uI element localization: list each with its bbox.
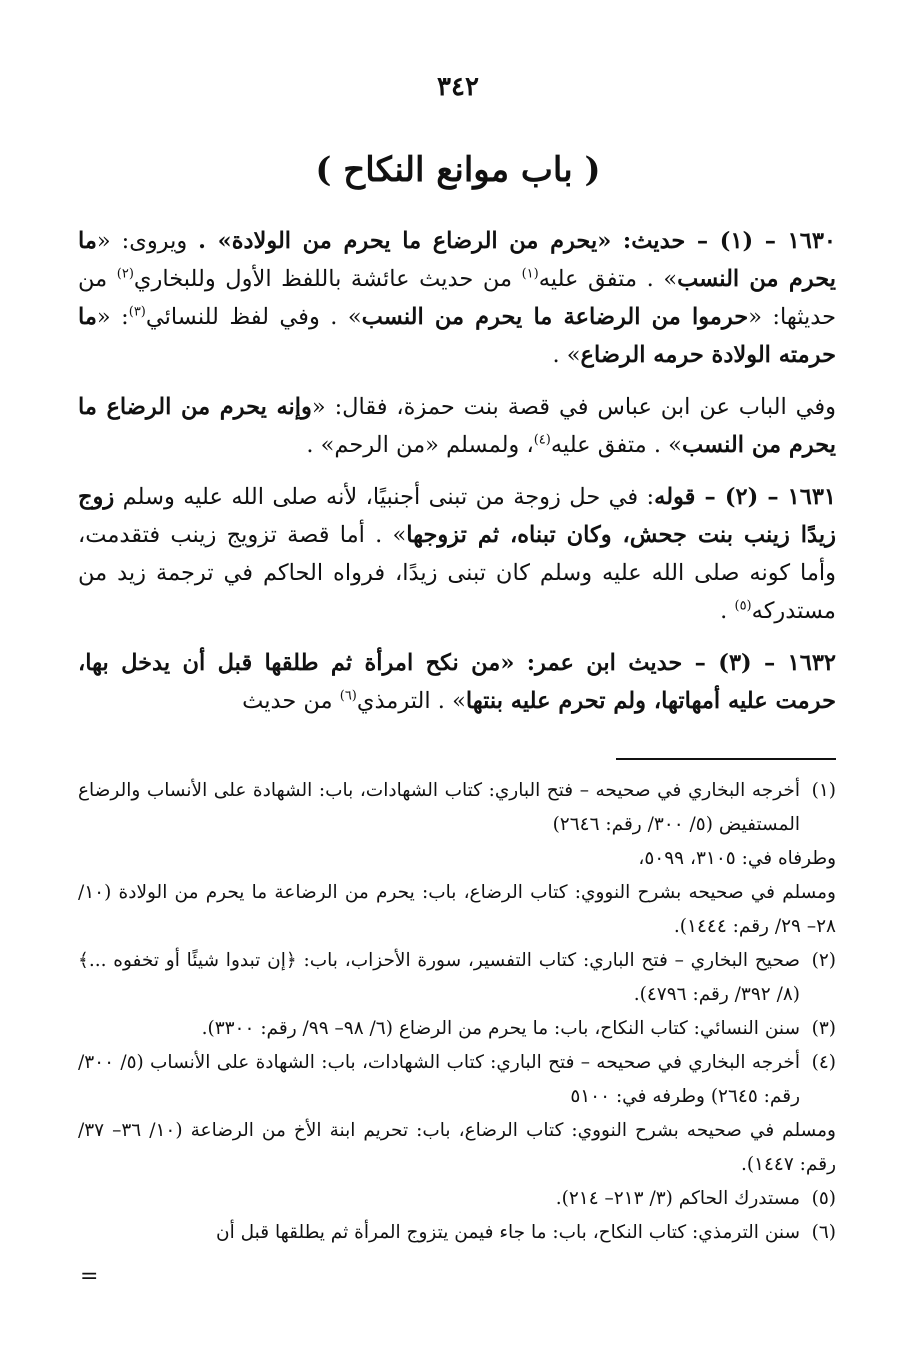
- text-segment: ما يحرم من النسب: [78, 228, 837, 292]
- footnote: [78, 876, 836, 944]
- footnote-number: (٤): [811, 1052, 836, 1073]
- footnote-number: (٦): [811, 1222, 836, 1243]
- paragraph: [78, 388, 836, 464]
- footnote: [78, 1046, 836, 1114]
- continuation-mark: =: [80, 1264, 99, 1289]
- text-segment: ما حرمته الولادة حرمه الرضاع: [78, 304, 836, 368]
- footnote-text: أخرجه البخاري في صحيحه – فتح الباري: كتاب الشهادات، باب: الشهادة على الأنساب والرضاع المستفيض (٥/ ٣٠٠/ رقم: ٢٦٤٦): [78, 780, 800, 835]
- text-segment: » .: [552, 342, 581, 368]
- text-segment: » . متفق عليه: [538, 266, 678, 292]
- footnote-text: سنن النسائي: كتاب النكاح، باب: ما يحرم من الرضاع (٦/ ٩٨– ٩٩/ رقم: ٣٣٠٠).: [201, 1018, 800, 1039]
- footnote-number: (٢): [811, 950, 836, 971]
- footnote-number: (٣): [811, 1018, 836, 1039]
- text-segment: حرموا من الرضاعة ما يحرم من النسب: [361, 304, 749, 330]
- text-segment: ١٦٣٢ – (٣) – حديث ابن عمر: «من نكح امرأة ثم طلقها قبل أن يدخل بها، حرمت عليه أمهاتها، ولم تحرم عليه بنتها: [78, 650, 836, 714]
- footnote-text: ومسلم في صحيحه بشرح النووي: كتاب الرضاع، باب: يحرم من الرضاعة ما يحرم من الولادة (١٠/ ٢٨– ٢٩/ رقم: ١٤٤٤).: [78, 882, 836, 937]
- page-number: ٣٤٢: [437, 72, 479, 102]
- footnote-ref: (١): [521, 266, 539, 282]
- text-segment: وإنه يحرم من الرضاع ما يحرم من النسب: [78, 394, 836, 458]
- footnote-ref: (٢): [116, 266, 134, 282]
- footnote-text: أخرجه البخاري في صحيحه – فتح الباري: كتاب الشهادات، باب: الشهادة على الأنساب (٥/ ٣٠٠/ رقم: ٢٦٤٥) وطرفه في: ٥١٠٠: [78, 1052, 800, 1107]
- footnote: [78, 842, 836, 876]
- text-segment: ، ولمسلم «من الرحم» .: [306, 432, 534, 458]
- text-segment: ١٦٣١ – (٢) – قوله: [654, 484, 836, 510]
- footnote-ref: (٦): [339, 688, 357, 704]
- text-segment: وفي الباب عن ابن عباس في قصة بنت حمزة، فقال: «: [311, 394, 836, 420]
- footnote: [78, 1216, 836, 1250]
- text-segment: » . أما قصة تزويج زينب فتقدمت، وأما كونه صلى الله عليه وسلم كان تبنى زيدًا، فرواه الحاكم في ترجمة زيد من مستدركه: [78, 522, 836, 624]
- text-segment: من حديث: [242, 688, 340, 714]
- footnote-ref: (٥): [734, 598, 752, 614]
- text-segment: ويروى: «: [96, 228, 199, 254]
- text-segment: من حديث عائشة باللفظ الأول وللبخاري: [133, 266, 522, 292]
- footnote: [78, 1012, 836, 1046]
- footnote-text: سنن الترمذي: كتاب النكاح، باب: ما جاء فيمن يتزوج المرأة ثم يطلقها قبل أن: [216, 1222, 800, 1243]
- text-segment: من حديثها: «: [78, 266, 836, 330]
- footnote: [78, 944, 836, 1012]
- paragraph: [78, 478, 836, 630]
- paragraph: [78, 222, 836, 374]
- text-segment: ١٦٣٠ – (١) – حديث: «يحرم من الرضاع ما يحرم من الولادة» .: [198, 228, 837, 254]
- footnote: [78, 774, 836, 842]
- text-segment: .: [720, 598, 735, 624]
- footnote-divider: [616, 758, 836, 760]
- footnote-number: (٥): [811, 1188, 836, 1209]
- text-segment: » . وفي لفظ للنسائي: [145, 304, 362, 330]
- footnote-ref: (٣): [128, 304, 146, 320]
- text-segment: » . متفق عليه: [550, 432, 682, 458]
- footnote-text: وطرفاه في: ٣١٠٥، ٥٠٩٩،: [638, 848, 836, 869]
- footnote: [78, 1182, 836, 1216]
- main-text: [78, 222, 836, 720]
- chapter-title: ( باب موانع النكاح ): [315, 150, 601, 190]
- footnote-ref: (٤): [533, 432, 551, 448]
- text-segment: : في حل زوجة من تبنى أجنبيًا، لأنه صلى الله عليه وسلم: [114, 484, 655, 510]
- footnote-text: ومسلم في صحيحه بشرح النووي: كتاب الرضاع، باب: تحريم ابنة الأخ من الرضاعة (١٠/ ٣٦– ٣٧/ رقم: ١٤٤٧).: [78, 1120, 836, 1175]
- footnote: [78, 1114, 836, 1182]
- footnote-number: (١): [811, 780, 836, 801]
- footnotes: [78, 774, 836, 1250]
- text-segment: زوج زيدًا زينب بنت جحش، وكان تبناه، ثم تزوجها: [78, 484, 836, 548]
- text-segment: » . الترمذي: [356, 688, 466, 714]
- footnote-text: صحيح البخاري – فتح الباري: كتاب التفسير، سورة الأحزاب، باب: ﴿إن تبدوا شيئًا أو تخفوه ...﴾ (٨/ ٣٩٢/ رقم: ٤٧٩٦).: [78, 950, 800, 1005]
- footnote-text: مستدرك الحاكم (٣/ ٢١٣– ٢١٤).: [555, 1188, 800, 1209]
- text-segment: : «: [96, 304, 129, 330]
- paragraph: [78, 644, 836, 720]
